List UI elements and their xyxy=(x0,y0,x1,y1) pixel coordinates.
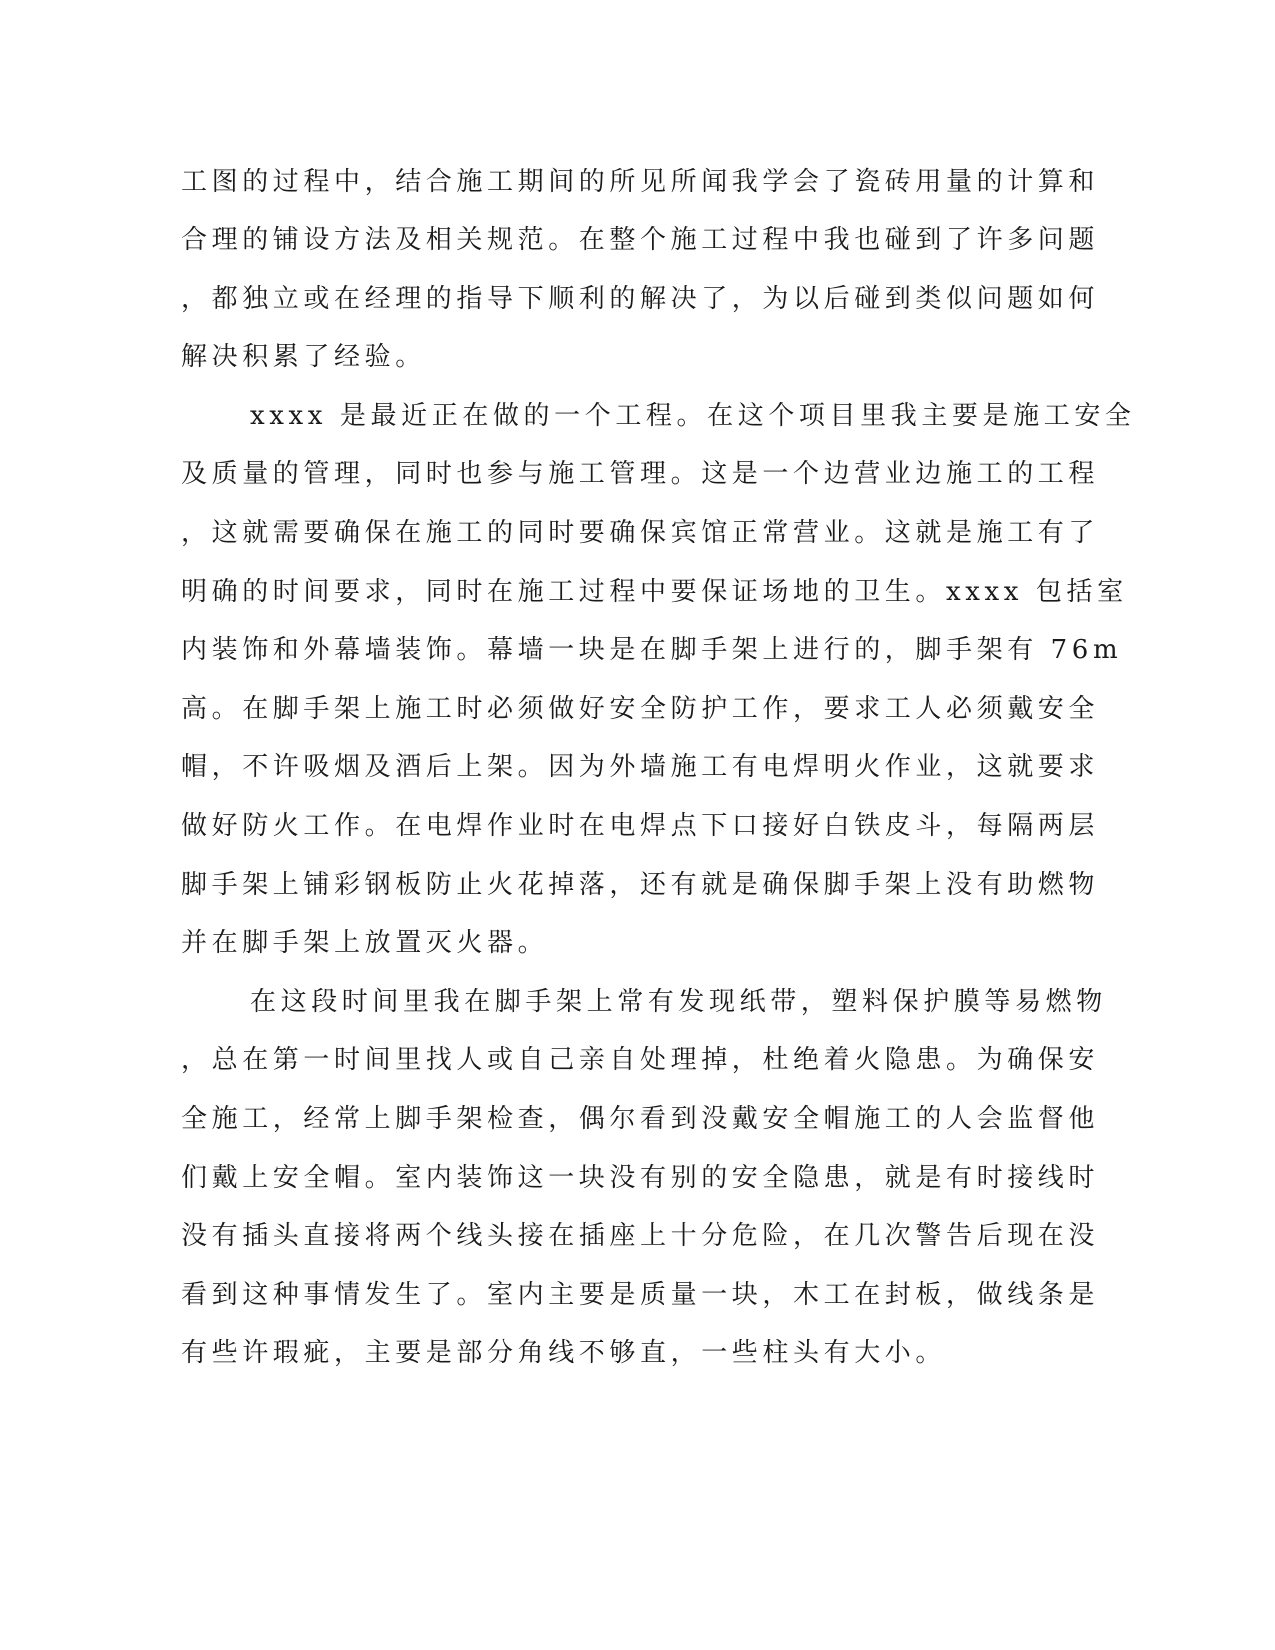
text-line: 没有插头直接将两个线头接在插座上十分危险，在几次警告后现在没 xyxy=(181,1221,1100,1251)
text-line: 内装饰和外幕墙装饰。幕墙一块是在脚手架上进行的，脚手架有 76m xyxy=(181,635,1123,665)
text-line: 及质量的管理，同时也参与施工管理。这是一个边营业边施工的工程 xyxy=(181,459,1100,489)
text-line: 工图的过程中，结合施工期间的所见所闻我学会了瓷砖用量的计算和 xyxy=(181,167,1100,197)
text-line: 全施工，经常上脚手架检查，偶尔看到没戴安全帽施工的人会监督他 xyxy=(181,1104,1100,1134)
text-line: 看到这种事情发生了。室内主要是质量一块，木工在封板，做线条是 xyxy=(181,1280,1100,1310)
text-line: ，都独立或在经理的指导下顺利的解决了，为以后碰到类似问题如何 xyxy=(181,284,1100,314)
text-line: 帽，不许吸烟及酒后上架。因为外墙施工有电焊明火作业，这就要求 xyxy=(181,752,1100,782)
text-line: 高。在脚手架上施工时必须做好安全防护工作，要求工人必须戴安全 xyxy=(181,694,1100,724)
text-line: 在这段时间里我在脚手架上常有发现纸带，塑料保护膜等易燃物 xyxy=(250,987,1107,1017)
text-line: 合理的铺设方法及相关规范。在整个施工过程中我也碰到了许多问题 xyxy=(181,225,1100,255)
text-line: 解决积累了经验。 xyxy=(181,342,426,372)
text-line: ，总在第一时间里找人或自己亲自处理掉，杜绝着火隐患。为确保安 xyxy=(181,1045,1100,1075)
text-line: 有些许瑕疵，主要是部分角线不够直，一些柱头有大小。 xyxy=(181,1338,947,1368)
text-line: 并在脚手架上放置灭火器。 xyxy=(181,928,549,958)
text-line: 脚手架上铺彩钢板防止火花掉落，还有就是确保脚手架上没有助燃物 xyxy=(181,870,1100,900)
text-line: ，这就需要确保在施工的同时要确保宾馆正常营业。这就是施工有了 xyxy=(181,518,1100,548)
text-line: xxxx 是最近正在做的一个工程。在这个项目里我主要是施工安全 xyxy=(250,401,1136,431)
text-line: 们戴上安全帽。室内装饰这一块没有别的安全隐患，就是有时接线时 xyxy=(181,1163,1100,1193)
text-line: 做好防火工作。在电焊作业时在电焊点下口接好白铁皮斗，每隔两层 xyxy=(181,811,1100,841)
text-line: 明确的时间要求，同时在施工过程中要保证场地的卫生。xxxx 包括室 xyxy=(181,577,1128,607)
